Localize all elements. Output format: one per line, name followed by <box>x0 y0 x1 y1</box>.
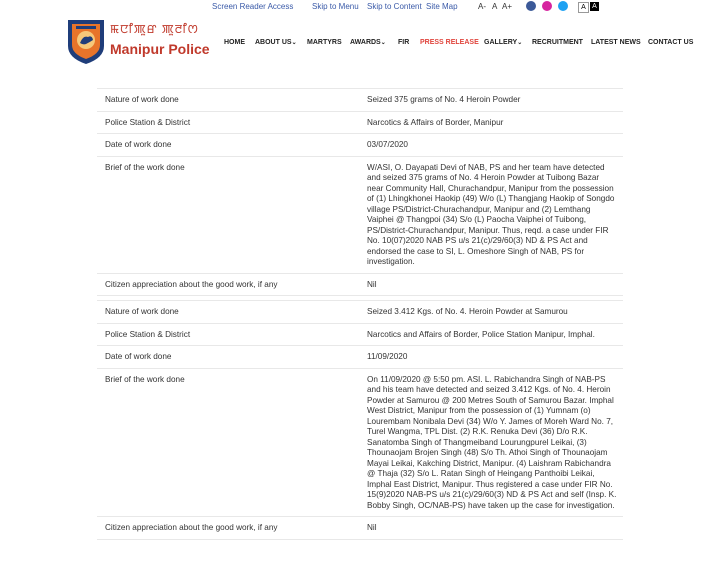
brief-value: W/ASI, O. Dayapati Devi of NAB, PS and her team have detected and seized 375 grams of No. 4 Heroin Powder at Tuibong Bazar near Community Hall, Churachandpur, Manipur from the possession of (1) Lhingkhonei Haokip (49) W/o (L) Thangjang Haokip of Songdo village PS/District-Churachandpur, Manipur and (2) Lemthang Vaiphei @ Thangpoi (34) S/o (L) Paocha Vaiphei of Tuibong, PS/District-Churachandpur, Manipur. Thus, reqd. a case under FIR No. 10(07)2020 NAB PS u/s 21(c)/29/60(3) ND & PS Act and endorsed the case to SI, L. Omeshore Singh of NAB, PS for investigation. <box>367 162 615 266</box>
table-row <box>97 369 623 518</box>
station-label: Police Station & District <box>105 117 191 127</box>
nature-label: Nature of work done <box>105 307 179 316</box>
table-row <box>97 274 623 297</box>
brief-label: Brief of the work done <box>105 162 185 172</box>
station-value: Narcotics and Affairs of Border, Police Station Manipur, Imphal. <box>367 329 595 339</box>
main-nav <box>0 39 720 51</box>
nature-label: Nature of work done <box>105 95 179 104</box>
screen-reader-link[interactable]: Screen Reader Access <box>212 2 294 11</box>
nav-fir[interactable]: FIR <box>398 39 410 46</box>
nav-latest-news[interactable]: LATEST NEWS <box>591 39 641 46</box>
nav-gallery-label: GALLERY <box>484 39 518 46</box>
nav-press-release[interactable]: PRESS RELEASE <box>420 39 479 46</box>
station-label: Police Station & District <box>105 329 191 339</box>
nav-about-us-label: ABOUT US <box>255 39 292 46</box>
table-row <box>97 157 623 274</box>
brand-name[interactable]: Manipur Police <box>110 41 210 57</box>
date-value: 11/09/2020 <box>367 352 408 361</box>
chevron-down-icon: ⌄ <box>291 40 297 46</box>
nav-home[interactable]: HOME <box>224 39 245 46</box>
appreciation-value: Nil <box>367 279 377 289</box>
appreciation-label: Citizen appreciation about the good work, if any <box>105 523 278 532</box>
appreciation-value: Nil <box>367 523 377 532</box>
chevron-down-icon: ⌄ <box>517 40 523 46</box>
nature-value: Seized 375 grams of No. 4 Heroin Powder <box>367 95 521 104</box>
skip-to-menu-link[interactable]: Skip to Menu <box>312 2 359 11</box>
table-row <box>97 346 623 369</box>
press-release-content <box>97 88 623 540</box>
contrast-light-button[interactable]: A <box>578 2 589 13</box>
brief-value: On 11/09/2020 @ 5:50 pm. ASI. L. Rabichandra Singh of NAB-PS and his team have detected and seized 3.412 Kgs. of No. 4. Heroin Powder at Samurou @ 200 Metres South of Samurou Bazar. Imphal West District, Manipur from the possession of (1) Yumnam (o) Lourembam Nonibala Devi (34) W/o Y. James of Moreh Ward No. 7, Turel Wangma, TPL Dist. (2) R.K. Renuka Devi (36) D/o R.K. Sanatomba Singh of Thangmeiband Lourungpurel Leikai, (3) Thounaojam Brojen Singh (48) S/o Th. Athoi Singh of Thounaojam Mayai Leikai, Kakching District, Manipur. (4) Laishram Rabichandra @ Thaja (32) S/o L. Ratan Singh of Heingang Panthoibi Leikai, Imphal East District, Manipur. Thus registered a case under FIR No. 15(9)2020 NAB-PS u/s 21(c)/29/60(3) ND & PS Act and self (Insp. K. Bobby Singh, OC/NAB-PS) have taken up the case for investigation. <box>367 374 617 510</box>
date-label: Date of work done <box>105 140 172 149</box>
nav-awards[interactable] <box>350 39 386 46</box>
date-label: Date of work done <box>105 352 172 361</box>
nav-contact-us[interactable]: CONTACT US <box>648 39 694 46</box>
nature-value: Seized 3.412 Kgs. of No. 4. Heroin Powder at Samurou <box>367 307 568 316</box>
date-value: 03/07/2020 <box>367 140 408 149</box>
table-row <box>97 134 623 157</box>
press-record-1 <box>97 88 623 296</box>
font-normal-button[interactable]: A <box>492 2 498 11</box>
table-row <box>97 112 623 135</box>
brief-label: Brief of the work done <box>105 374 185 384</box>
nav-awards-label: AWARDS <box>350 39 381 46</box>
twitter-icon[interactable] <box>558 1 568 11</box>
table-row <box>97 324 623 347</box>
site-map-link[interactable]: Site Map <box>426 2 458 11</box>
font-increase-button[interactable]: A+ <box>502 2 513 11</box>
table-row <box>97 301 623 324</box>
top-utility-bar <box>0 0 720 14</box>
contrast-dark-button[interactable]: A <box>590 2 599 11</box>
nav-gallery[interactable] <box>484 39 522 46</box>
nav-about-us[interactable] <box>255 39 297 46</box>
chevron-down-icon: ⌄ <box>380 40 386 46</box>
appreciation-label: Citizen appreciation about the good work, if any <box>105 279 278 289</box>
nav-martyrs[interactable]: MARTYRS <box>307 39 342 46</box>
table-row <box>97 89 623 112</box>
brand-script-title: ꯃꯅꯤꯄꯨꯔ ꯄꯨꯂꯤꯁ <box>110 22 199 36</box>
press-record-2 <box>97 300 623 540</box>
instagram-icon[interactable] <box>542 1 552 11</box>
nav-recruitment[interactable]: RECRUITMENT <box>532 39 583 46</box>
table-row <box>97 517 623 540</box>
station-value: Narcotics & Affairs of Border, Manipur <box>367 117 504 127</box>
skip-to-content-link[interactable]: Skip to Content <box>367 2 422 11</box>
font-decrease-button[interactable]: A- <box>478 2 486 11</box>
facebook-icon[interactable] <box>526 1 536 11</box>
